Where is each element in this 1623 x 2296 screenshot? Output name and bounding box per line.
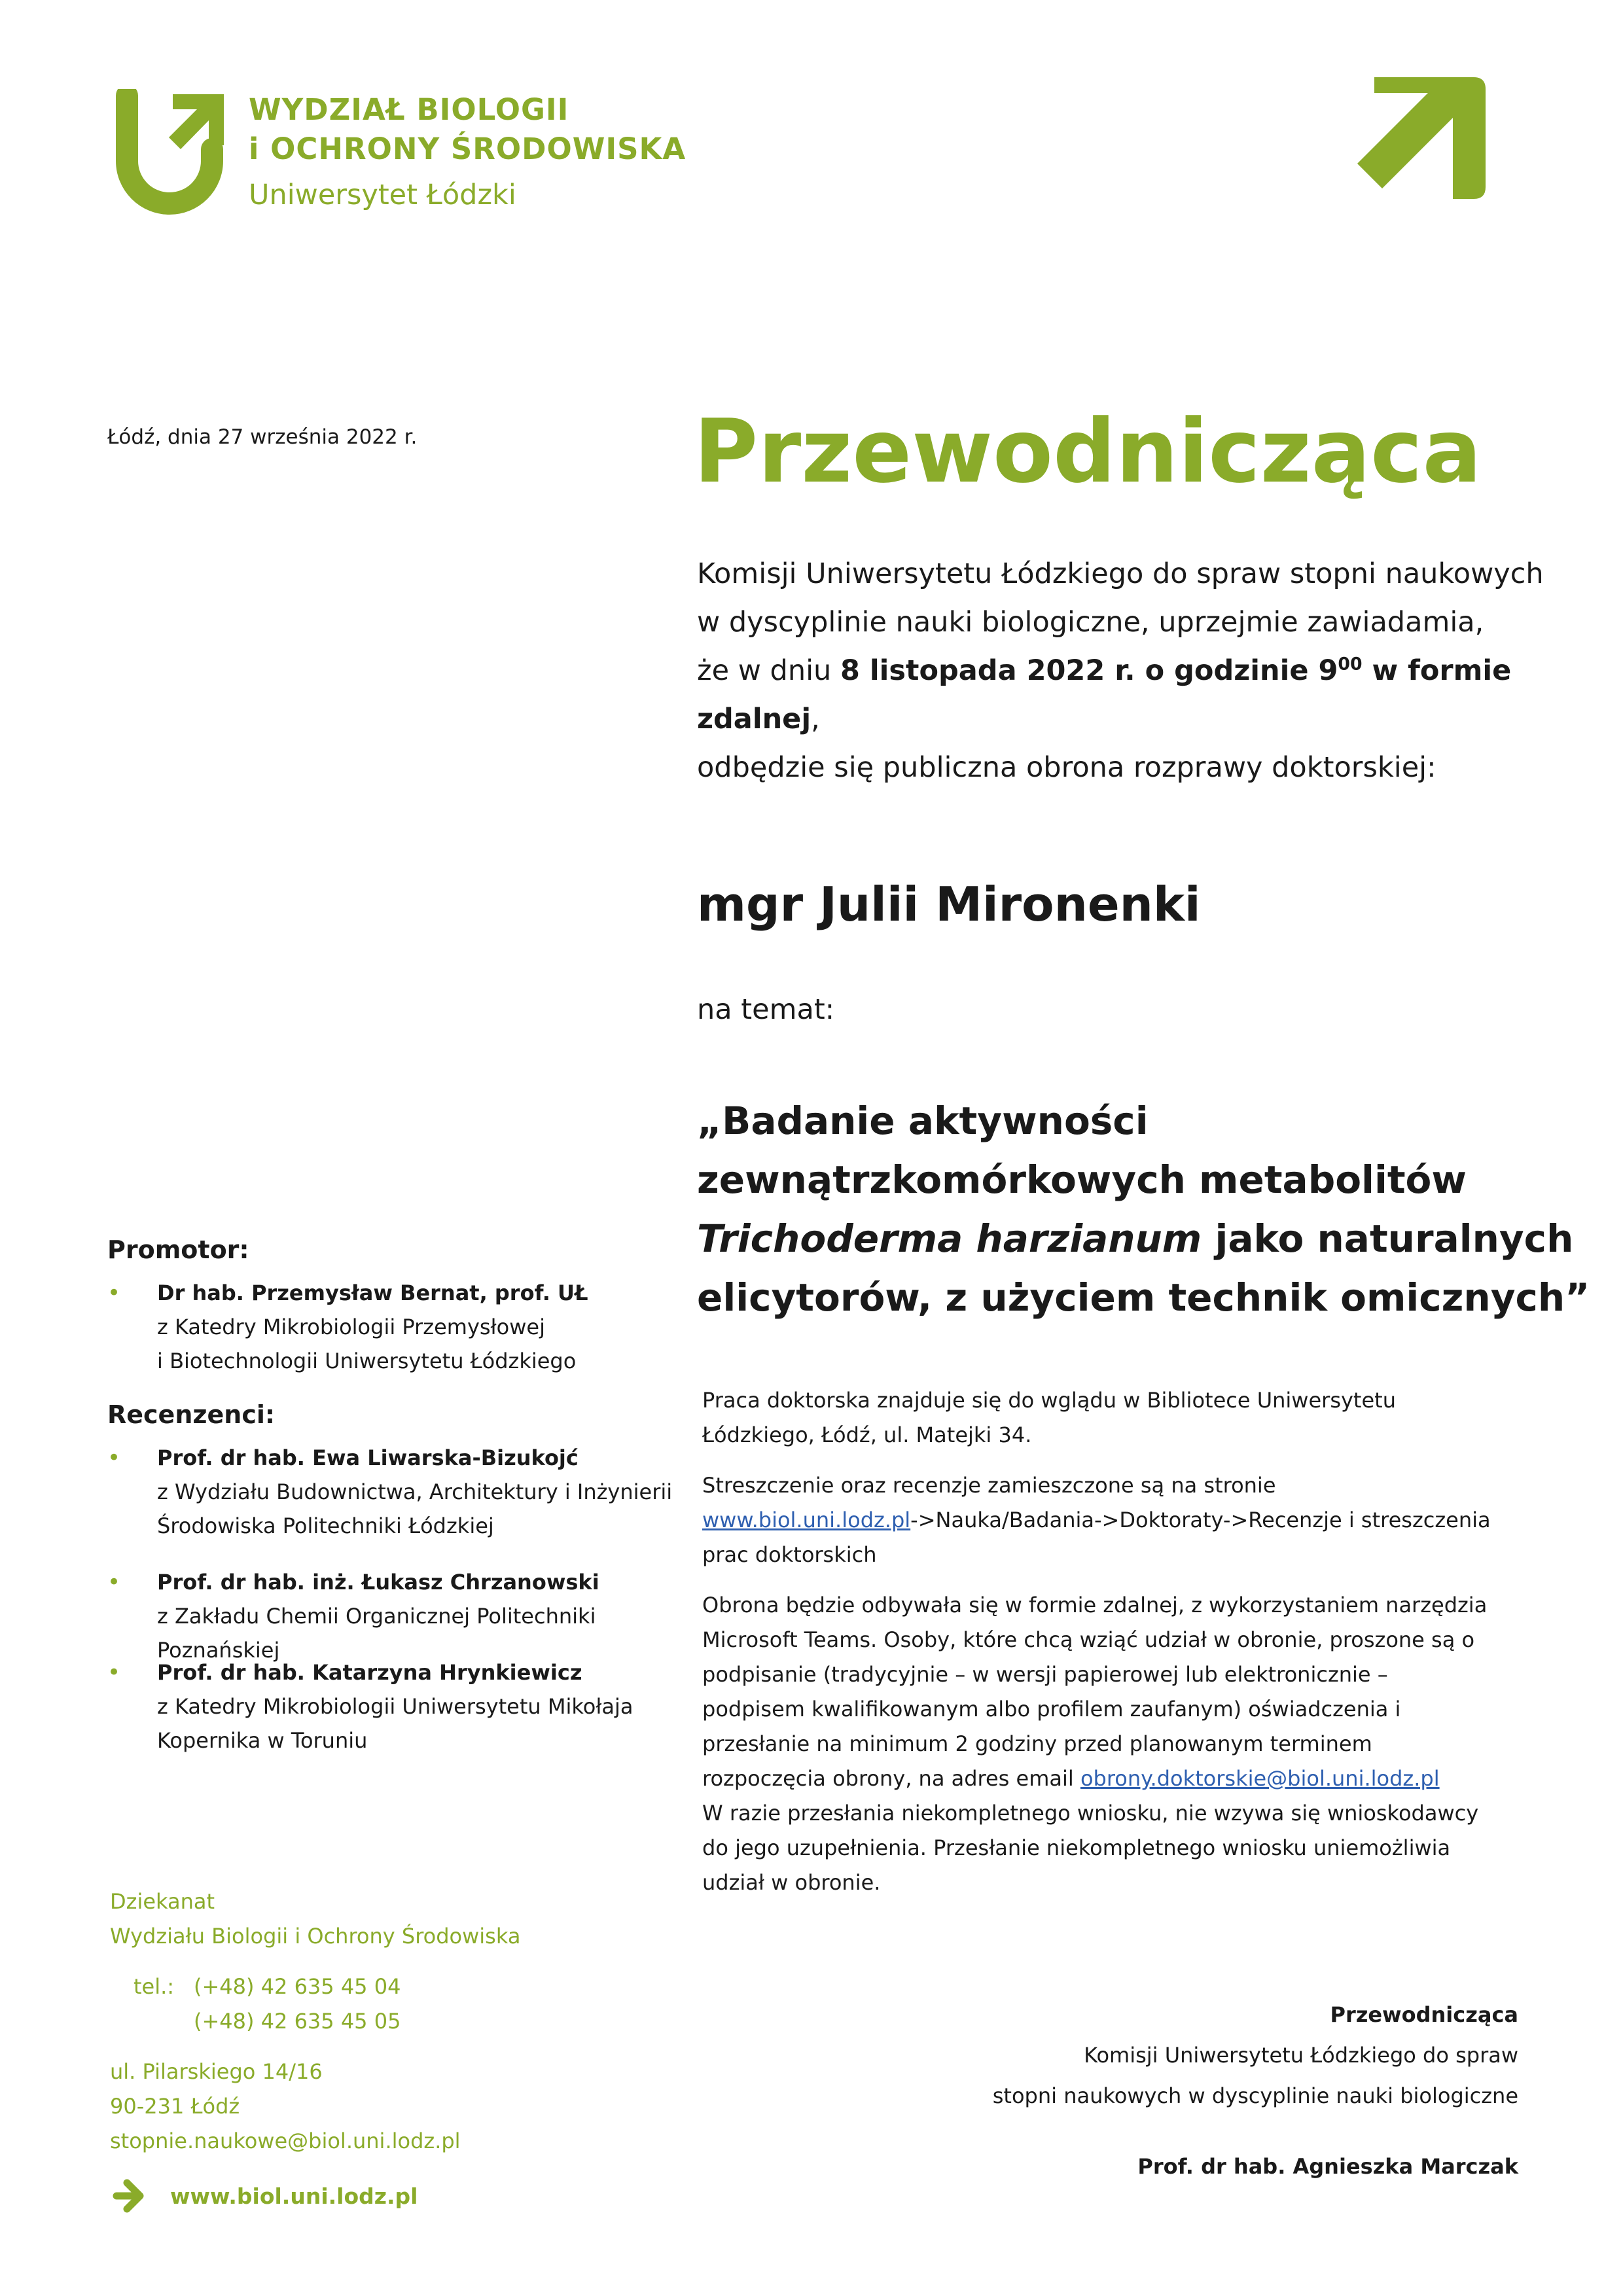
remote-defense-info: Obrona będzie odbywała się w formie zdalnej, z wykorzystaniem narzędzia Microsoft Teams. Osoby, które chcą wziąć udział w obronie, proszone są o podpisanie (tradycyjnie – w wersji papierowej lub elektronicznie – podpisem kwalifikowanym albo profilem zaufanym) oświadczenia i przesłanie na minimum 2 godziny przed planowanym terminem rozpoczęcia obrony, na adres email obrony.doktorskie@biol.uni.lodz.pl — [702, 1593, 1488, 1791]
address-city: 90-231 Łódź — [110, 2094, 240, 2119]
phone-row — [110, 1969, 520, 2004]
reviewer-entry — [107, 1441, 709, 1543]
promotor-name: Dr hab. Przemysław Bernat, prof. UŁ — [157, 1280, 588, 1305]
intro-line: Komisji Uniwersytetu Łódzkiego do spraw stopni naukowych — [697, 557, 1544, 590]
bullet-icon: • — [107, 1280, 121, 1306]
arrow-right-icon — [113, 2178, 144, 2214]
logo-line-university: Uniwersytet Łódzki — [249, 179, 516, 211]
reviewer-affiliation: z Katedry Mikrobiologii Uniwersytetu Mikołaja — [157, 1694, 633, 1719]
phone-number: (+48) 42 635 45 04 — [194, 1974, 401, 1999]
page-title: Przewodnicząca — [694, 400, 1482, 503]
promotor-affiliation: z Katedry Mikrobiologii Przemysłowej — [157, 1315, 545, 1339]
bullet-icon: • — [107, 1569, 121, 1595]
signature-block — [864, 1994, 1518, 2187]
logo-line-faculty: WYDZIAŁ BIOLOGII — [249, 92, 569, 127]
office-email[interactable]: stopnie.naukowe@biol.uni.lodz.pl — [110, 2128, 461, 2153]
defense-info — [702, 1383, 1494, 1916]
intro-line: odbędzie się publiczna obrona rozprawy doktorskiej: — [697, 751, 1436, 784]
reviewer-entry — [107, 1565, 709, 1667]
university-logo-icon — [113, 89, 227, 220]
footer-website[interactable] — [113, 2178, 418, 2214]
reviewer-affiliation: Kopernika w Toruniu — [157, 1728, 368, 1753]
reviewer-affiliation: Środowiska Politechniki Łódzkiej — [157, 1513, 494, 1538]
reviews-info: Streszczenie oraz recenzje zamieszczone są na stronie www.biol.uni.lodz.pl->Nauka/Badania->Doktoraty->Recenzje i streszczenia prac doktorskich — [702, 1473, 1491, 1567]
defense-mode: w formie zdalnej — [697, 654, 1512, 735]
species-name: Trichoderma harzianum — [697, 1216, 1202, 1261]
signature-line: Komisji Uniwersytetu Łódzkiego do spraw — [1084, 2043, 1518, 2068]
faculty-logo-text — [249, 90, 686, 215]
defense-time-minutes: 00 — [1338, 654, 1363, 675]
promotor-affiliation: i Biotechnologii Uniwersytetu Łódzkiego — [157, 1349, 577, 1373]
reviewer-affiliation: z Zakładu Chemii Organicznej Politechniki Poznańskiej — [157, 1604, 596, 1663]
library-info: Praca doktorska znajduje się do wglądu w Bibliotece Uniwersytetu Łódzkiego, Łódź, ul. Matejki 34. — [702, 1388, 1396, 1447]
intro-line: w dyscyplinie nauki biologiczne, uprzejmie zawiadamia, — [697, 606, 1484, 639]
phone-number: (+48) 42 635 45 05 — [194, 2009, 401, 2034]
corner-arrow-icon — [1348, 77, 1486, 211]
bullet-icon: • — [107, 1659, 121, 1686]
promotor-heading: Promotor: — [107, 1235, 249, 1264]
faculty-website-link[interactable]: www.biol.uni.lodz.pl — [702, 1508, 911, 1532]
reviewer-affiliation: z Wydziału Budownictwa, Architektury i Inżynierii — [157, 1479, 673, 1504]
reviewer-entry — [107, 1655, 709, 1757]
logo-line-protection: i OCHRONY ŚRODOWISKA — [249, 132, 687, 166]
promotor-entry — [107, 1276, 709, 1378]
announcement-intro — [697, 550, 1587, 792]
dean-office-contact — [110, 1884, 520, 2159]
signature-line: stopni naukowych w dyscyplinie nauki biologiczne — [992, 2083, 1518, 2108]
reviewer-name: Prof. dr hab. Katarzyna Hrynkiewicz — [157, 1660, 582, 1685]
reviewers-heading: Recenzenci: — [107, 1400, 276, 1429]
signature-title: Przewodnicząca — [1330, 2002, 1518, 2027]
office-label: Dziekanat — [110, 1889, 215, 1914]
signer-name: Prof. dr hab. Agnieszka Marczak — [1137, 2154, 1518, 2179]
thesis-title: „Badanie aktywności zewnątrzkomórkowych metabolitów Trichoderma harzianum jako naturalnych elicytorów, z użyciem technik omicznych” — [697, 1099, 1590, 1320]
topic-label: na temat: — [697, 993, 835, 1026]
address-street: ul. Pilarskiego 14/16 — [110, 2059, 323, 2084]
website-link[interactable]: www.biol.uni.lodz.pl — [170, 2183, 418, 2209]
phone-row — [110, 2004, 520, 2039]
reviewer-name: Prof. dr hab. Ewa Liwarska-Bizukojć — [157, 1445, 579, 1470]
document-date: Łódź, dnia 27 września 2022 r. — [107, 425, 418, 449]
incomplete-request-info: W razie przesłania niekompletnego wniosku, nie wzywa się wnioskodawcy do jego uzupełnienia. Przesłanie niekompletnego wniosku uniemożliwia udział w obronie. — [702, 1801, 1479, 1895]
bullet-icon: • — [107, 1445, 121, 1471]
office-faculty: Wydziału Biologii i Ochrony Środowiska — [110, 1924, 521, 1949]
defense-email-link[interactable]: obrony.doktorskie@biol.uni.lodz.pl — [1080, 1766, 1440, 1791]
reviewer-name: Prof. dr hab. inż. Łukasz Chrzanowski — [157, 1570, 599, 1595]
candidate-name: mgr Julii Mironenki — [697, 877, 1201, 932]
phone-label: tel.: — [134, 1974, 175, 1999]
intro-line-date: że w dniu 8 listopada 2022 r. o godzinie $9^{00}$ w formie zdalnej, — [697, 654, 1512, 735]
defense-date: 8 listopada 2022 r. o godzinie 9 — [840, 654, 1338, 687]
